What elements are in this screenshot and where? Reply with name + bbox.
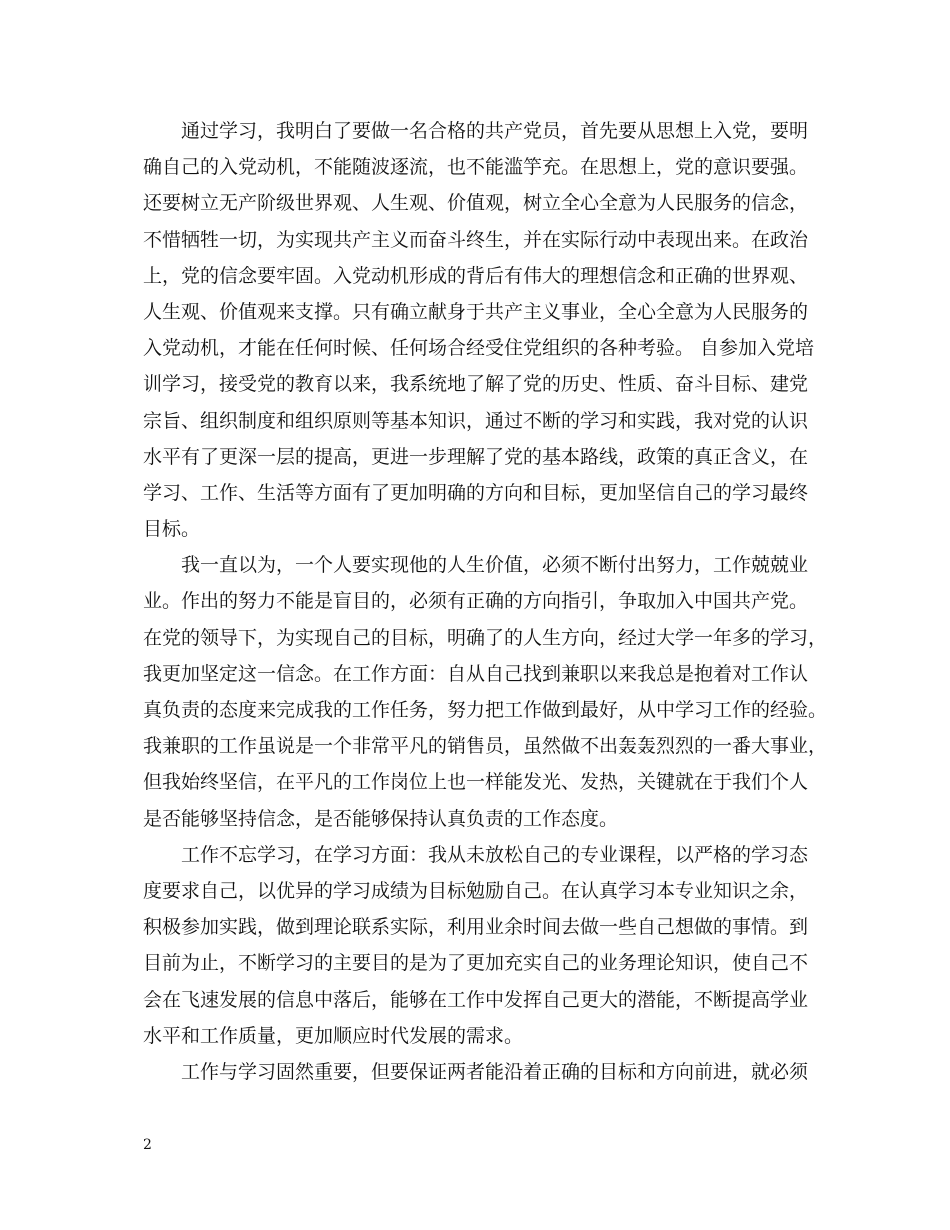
paragraph-4: [143, 1054, 833, 1090]
text-line: 我一直以为，一个人要实现他的人生价值，必须不断付出努力，工作兢兢业: [181, 554, 809, 577]
text-line: 会在飞速发展的信息中落后，能够在工作中发挥自己更大的潜能，不断提高学业: [143, 988, 809, 1011]
text-line: 但我始终坚信，在平凡的工作岗位上也一样能发光、发热，关键就在于我们个人: [143, 771, 809, 794]
text-line: 业。作出的努力不能是盲目的，必须有正确的方向指引，争取加入中国共产党。: [143, 590, 809, 613]
body-text: [143, 113, 833, 1090]
text-line: 训学习，接受党的教育以来，我系统地了解了党的历史、性质、奋斗目标、建党: [143, 373, 809, 396]
text-line: 目前为止，不断学习的主要目的是为了更加充实自己的业务理论知识，使自己不: [143, 952, 809, 975]
text-line: 度要求自己，以优异的学习成绩为目标勉励自己。在认真学习本专业知识之余，: [143, 879, 809, 902]
paragraph-2: [143, 547, 833, 837]
text-line: 确自己的入党动机，不能随波逐流，也不能滥竽充。在思想上，党的意识要强。: [143, 156, 809, 179]
text-line: 目标。: [143, 518, 201, 541]
text-line: 积极参加实践，做到理论联系实际，利用业余时间去做一些自己想做的事情。到: [143, 916, 809, 939]
text-line: 在党的领导下，为实现自己的目标，明确了的人生方向，经过大学一年多的学习，: [143, 626, 828, 649]
text-line: 入党动机，才能在任何时候、任何场合经受住党组织的各种考验。 自参加入党培: [143, 337, 815, 360]
paragraph-3: [143, 837, 833, 1054]
text-line: 人生观、价值观来支撑。只有确立献身于共产主义事业，全心全意为人民服务的: [143, 300, 809, 323]
text-line: 上，党的信念要牢固。入党动机形成的背后有伟大的理想信念和正确的世界观、: [143, 264, 809, 287]
page-number: 2: [143, 1137, 152, 1153]
text-line: 不惜牺牲一切，为实现共产主义而奋斗终生，并在实际行动中表现出来。在政治: [143, 228, 809, 251]
text-line: 学习、工作、生活等方面有了更加明确的方向和目标，更加坚信自己的学习最终: [143, 481, 809, 504]
text-line: 还要树立无产阶级世界观、人生观、价值观，树立全心全意为人民服务的信念，: [143, 192, 809, 215]
text-line: 宗旨、组织制度和组织原则等基本知识，通过不断的学习和实践，我对党的认识: [143, 409, 809, 432]
text-line: 水平和工作质量，更加顺应时代发展的需求。: [143, 1024, 524, 1047]
text-line: 通过学习，我明白了要做一名合格的共产党员，首先要从思想上入党，要明: [181, 120, 809, 142]
text-line: 水平有了更深一层的提高，更进一步理解了党的基本路线，政策的真正含义，在: [143, 445, 809, 468]
text-line: 真负责的态度来完成我的工作任务，努力把工作做到最好，从中学习工作的经验。: [143, 699, 828, 721]
text-line: 工作不忘学习，在学习方面：我从未放松自己的专业课程，以严格的学习态: [181, 843, 809, 866]
paragraph-1: [143, 113, 833, 547]
text-line: 我兼职的工作虽说是一个非常平凡的销售员，虽然做不出轰轰烈烈的一番大事业，: [143, 735, 828, 758]
text-line: 是否能够坚持信念，是否能够保持认真负责的工作态度。: [143, 807, 619, 830]
text-line: 我更加坚定这一信念。在工作方面：自从自己找到兼职以来我总是抱着对工作认: [143, 662, 809, 685]
text-line: 工作与学习固然重要，但要保证两者能沿着正确的目标和方向前进，就必须: [181, 1060, 809, 1083]
